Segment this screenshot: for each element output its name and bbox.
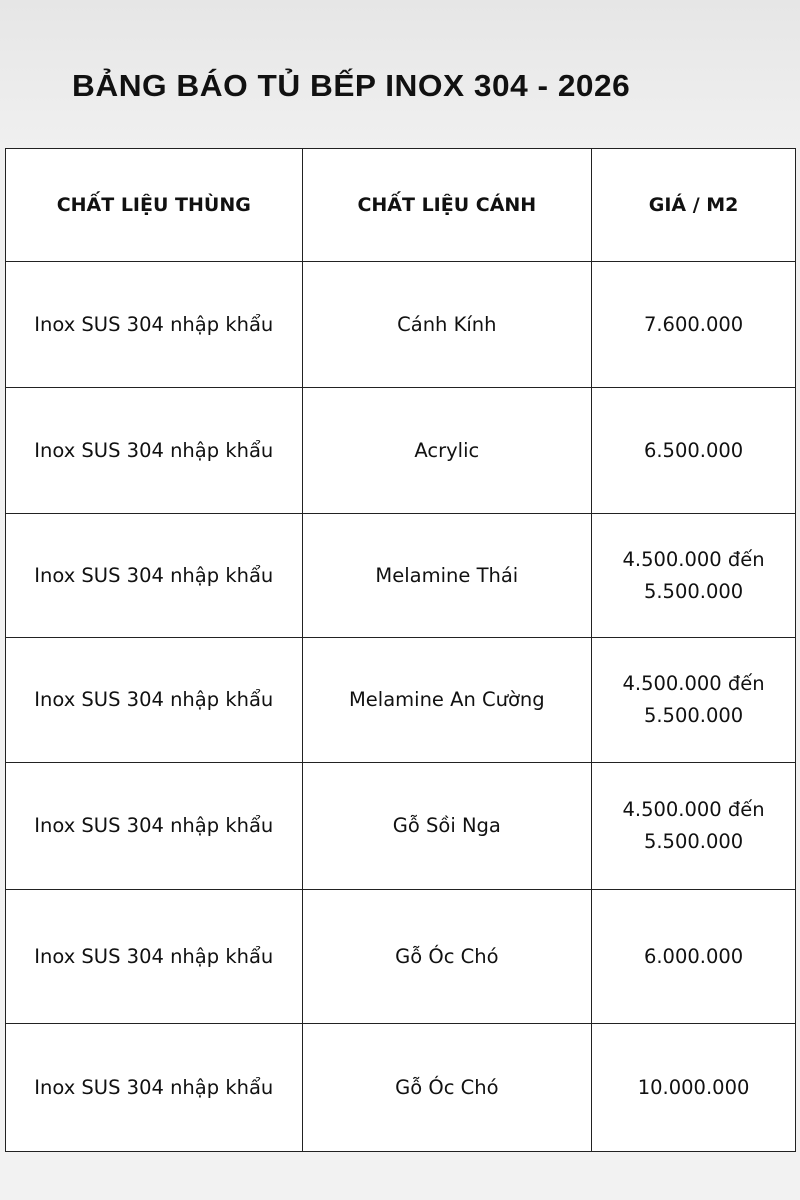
cell-body-material: Inox SUS 304 nhập khẩu [6,514,303,638]
table-row [6,388,796,514]
cell-price: 10.000.000 [592,1024,796,1152]
cell-price: 7.600.000 [592,262,796,388]
cell-body-material: Inox SUS 304 nhập khẩu [6,890,303,1024]
cell-body-material: Inox SUS 304 nhập khẩu [6,262,303,388]
table-row [6,890,796,1024]
table-header-row [6,149,796,262]
table-row [6,638,796,763]
cell-price: 4.500.000 đến 5.500.000 [592,638,796,763]
cell-body-material: Inox SUS 304 nhập khẩu [6,388,303,514]
cell-door-material: Gỗ Sồi Nga [302,763,592,890]
cell-door-material: Gỗ Óc Chó [302,890,592,1024]
header-door-material: CHẤT LIỆU CÁNH [302,149,592,262]
table-row [6,262,796,388]
cell-door-material: Melamine An Cường [302,638,592,763]
cell-door-material: Melamine Thái [302,514,592,638]
page-title: BẢNG BÁO TỦ BẾP INOX 304 - 2026 [72,68,631,103]
price-table [5,148,796,1152]
header-price: GIÁ / M2 [592,149,796,262]
cell-body-material: Inox SUS 304 nhập khẩu [6,763,303,890]
cell-price: 4.500.000 đến 5.500.000 [592,763,796,890]
header-body-material: CHẤT LIỆU THÙNG [6,149,303,262]
cell-door-material: Gỗ Óc Chó [302,1024,592,1152]
cell-body-material: Inox SUS 304 nhập khẩu [6,1024,303,1152]
cell-body-material: Inox SUS 304 nhập khẩu [6,638,303,763]
cell-price: 6.500.000 [592,388,796,514]
cell-door-material: Acrylic [302,388,592,514]
cell-price: 4.500.000 đến 5.500.000 [592,514,796,638]
table-row [6,514,796,638]
cell-price: 6.000.000 [592,890,796,1024]
table-row [6,763,796,890]
table-row [6,1024,796,1152]
cell-door-material: Cánh Kính [302,262,592,388]
